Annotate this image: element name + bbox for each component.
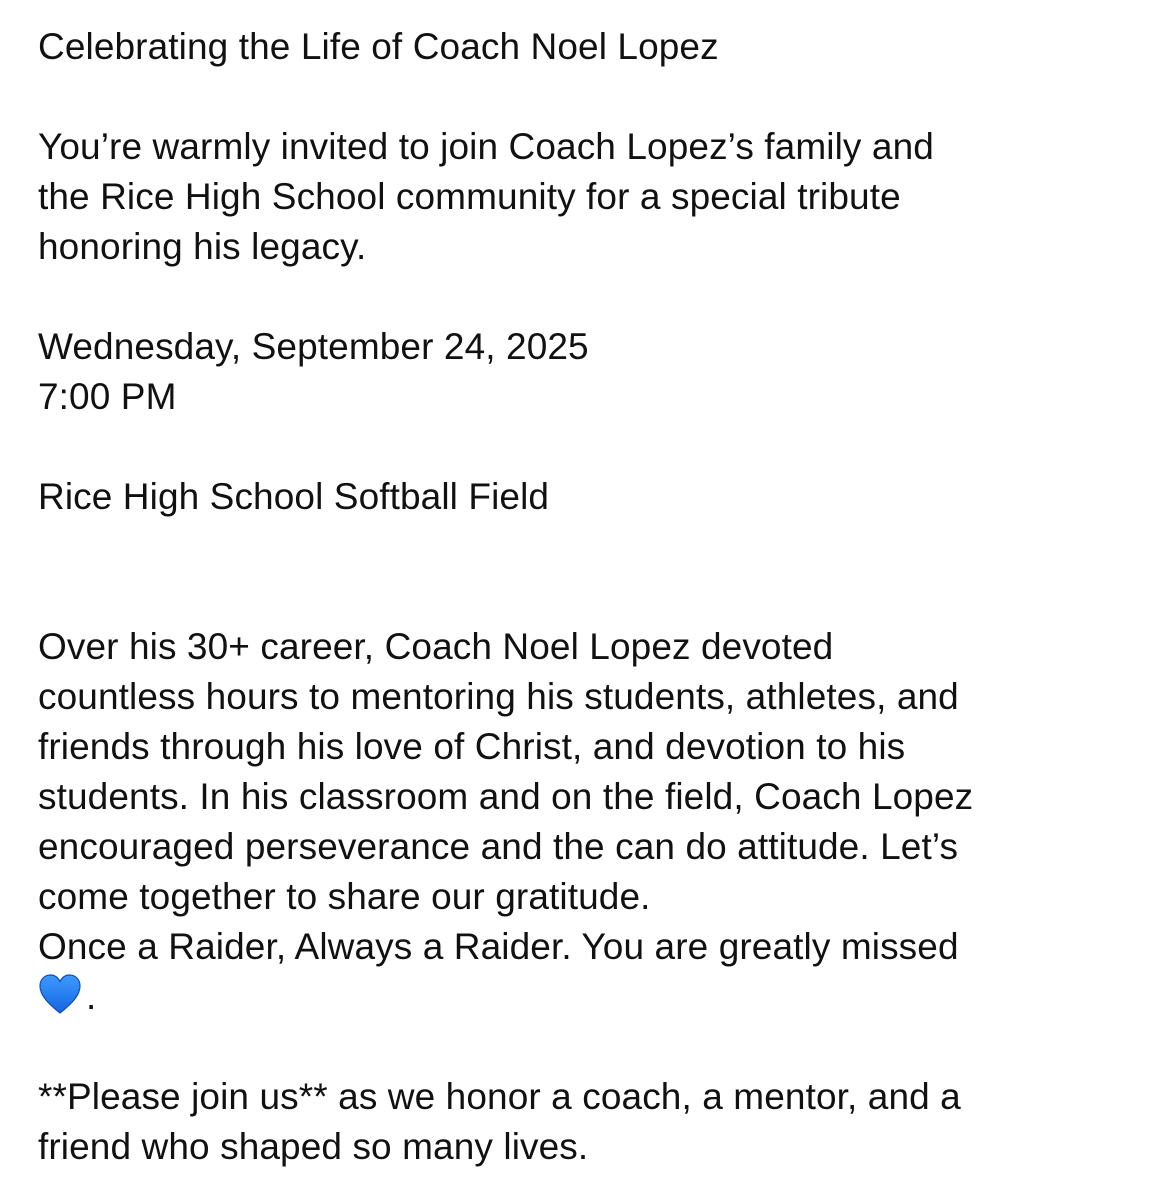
event-time: 7:00 PM (38, 376, 177, 417)
invitation-line: honoring his legacy. (38, 226, 367, 267)
heart-line (38, 972, 1148, 1022)
tribute-line: Over his 30+ career, Coach Noel Lopez devoted (38, 626, 834, 667)
tribute-line: encouraged perseverance and the can do attitude. Let’s (38, 826, 959, 867)
tribute-line: students. In his classroom and on the field, Coach Lopez (38, 776, 974, 817)
tribute-line: friends through his love of Christ, and devotion to his (38, 726, 906, 767)
note-title: Celebrating the Life of Coach Noel Lopez (38, 26, 719, 67)
event-date: Wednesday, September 24, 2025 (38, 326, 589, 367)
tribute-line: countless hours to mentoring his students, athletes, and (38, 676, 959, 717)
event-location: Rice High School Softball Field (38, 476, 550, 517)
raider-line: Once a Raider, Always a Raider. You are greatly missed (38, 926, 959, 967)
closing-line: **Please join us** as we honor a coach, a mentor, and a (38, 1076, 961, 1117)
invitation-line: the Rice High School community for a special tribute (38, 176, 901, 217)
note-body (38, 22, 1148, 1172)
tribute-line: come together to share our gratitude. (38, 876, 651, 917)
heart-suffix: . (86, 976, 97, 1017)
blue-heart-icon (38, 973, 82, 1017)
invitation-line: You’re warmly invited to join Coach Lopez’s family and (38, 126, 934, 167)
closing-line: friend who shaped so many lives. (38, 1126, 589, 1167)
